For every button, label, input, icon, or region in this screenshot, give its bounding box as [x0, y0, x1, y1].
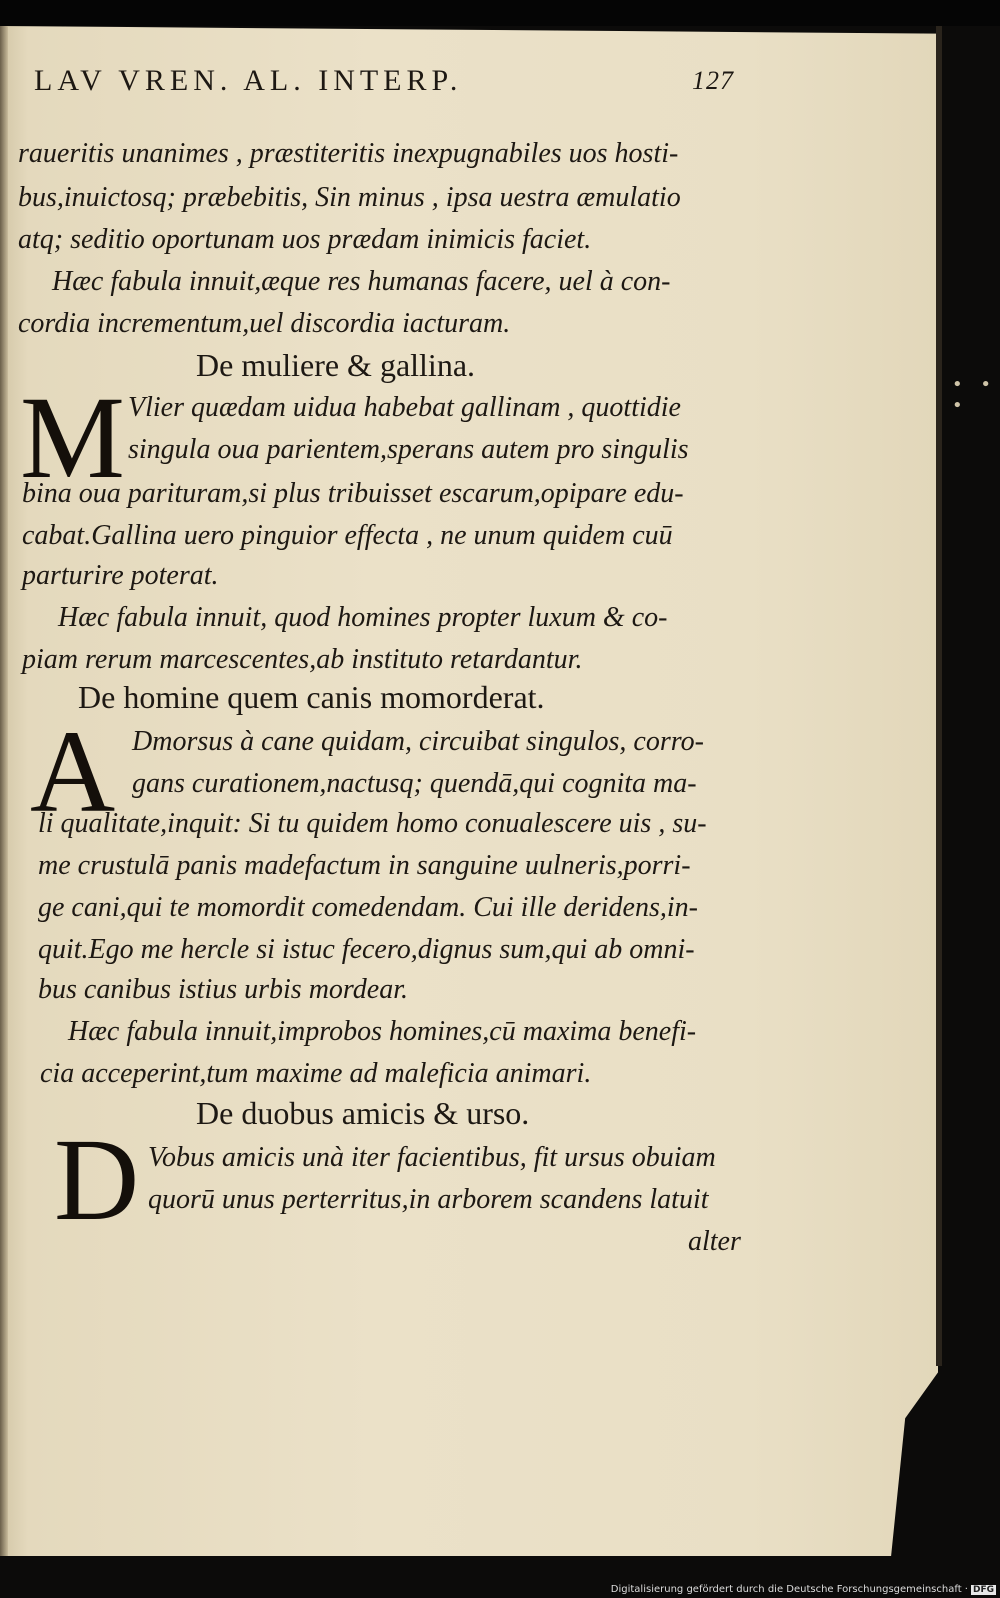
text-line: parturire poterat. — [22, 560, 219, 591]
moral-line: piam rerum marcescentes,ab instituto retardantur. — [22, 644, 583, 675]
text-line: li qualitate,inquit: Si tu quidem homo conualescere uis , su- — [38, 808, 707, 839]
fable-title: De muliere & gallina. — [196, 347, 476, 383]
text-line: Vobus amicis unà iter facientibus, fit ursus obuiam — [148, 1142, 716, 1173]
moral-line: Hæc fabula innuit, quod homines propter luxum & co- — [58, 602, 668, 633]
moral-line: Hæc fabula innuit,improbos homines,cū maxima benefi- — [68, 1016, 697, 1047]
drop-cap-initial: M — [20, 372, 125, 503]
text-line: quit.Ego me hercle si istuc fecero,dignus sum,qui ab omni- — [38, 934, 695, 965]
running-title: LAV VREN. AL. INTERP. — [34, 64, 463, 97]
text-line: cabat.Gallina uero pinguior effecta , ne unum quidem cuū — [22, 520, 673, 551]
digitization-credit — [611, 1584, 996, 1595]
drop-cap-initial: A — [30, 706, 116, 837]
drop-cap-initial: D — [54, 1114, 140, 1245]
text-line: ge cani,qui te momordit comedendam. Cui ille deridens,in- — [38, 892, 698, 923]
text-line: raueritis unanimes , præstiteritis inexpugnabiles uos hosti- — [18, 138, 679, 169]
text-line: bus,inuictosq; præbebitis, Sin minus , ipsa uestra æmulatio — [18, 182, 681, 213]
text-line: me crustulā panis madefactum in sanguine uulneris,porri- — [38, 850, 691, 881]
text-line: quorū unus perterritus,in arborem scandens latuit — [148, 1184, 709, 1215]
credit-text: Digitalisierung gefördert durch die Deutsche Forschungsgemeinschaft · — [610, 1584, 968, 1595]
catchword: alter — [688, 1226, 741, 1257]
text-line: singula oua parientem,sperans autem pro singulis — [128, 434, 689, 465]
moral-line: Hæc fabula innuit,æque res humanas facere, uel à con- — [52, 266, 671, 297]
fable-title: De homine quem canis momorderat. — [78, 679, 545, 715]
text-line: bina oua parituram,si plus tribuisset escarum,opipare edu- — [22, 478, 684, 509]
scan-margin-marks: • • • — [952, 374, 997, 416]
text-line: Dmorsus à cane quidam, circuibat singulos, corro- — [132, 726, 704, 757]
fable-title: De duobus amicis & urso. — [196, 1095, 530, 1131]
text-line: Vlier quædam uidua habebat gallinam , quottidie — [128, 392, 681, 423]
moral-line: cia acceperint,tum maxime ad maleficia animari. — [40, 1058, 592, 1089]
text-line: atq; seditio oportunam uos prædam inimicis faciet. — [18, 224, 592, 255]
dfg-logo: DFG — [972, 1585, 994, 1595]
moral-line: cordia incrementum,uel discordia iacturam. — [18, 308, 511, 339]
text-line: gans curationem,nactusq; quendā,qui cognita ma- — [132, 768, 697, 799]
text-line: bus canibus istius urbis mordear. — [38, 974, 409, 1005]
page-number: 127 — [692, 66, 734, 95]
running-header — [34, 64, 734, 98]
